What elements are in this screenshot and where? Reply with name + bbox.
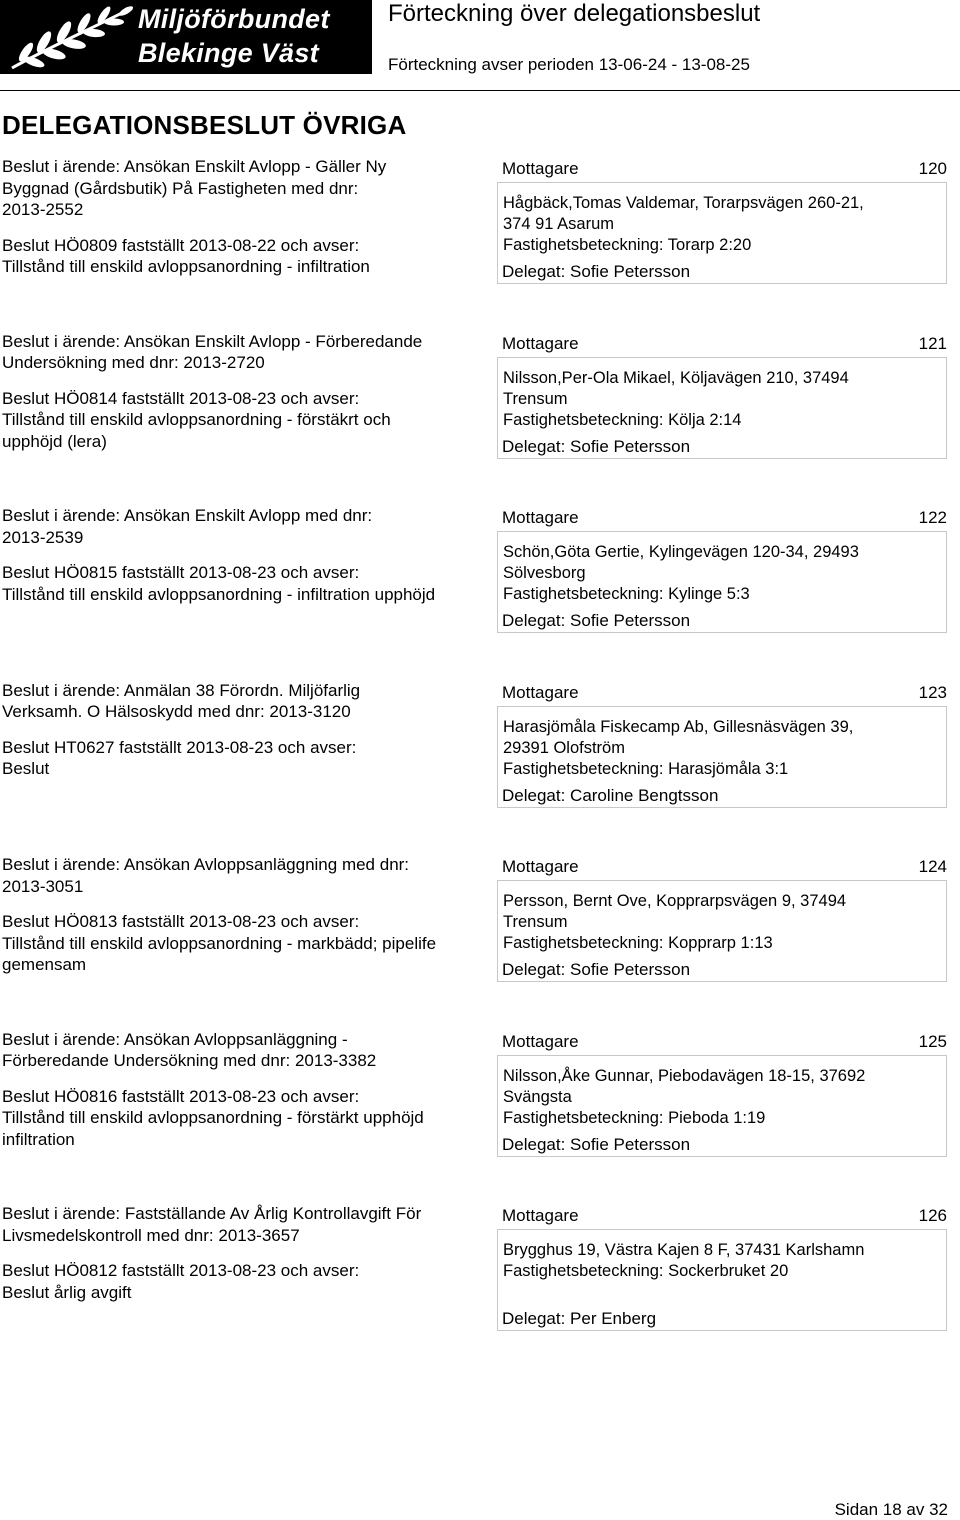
case-line: Verksamh. O Hälsoskydd med dnr: 2013-3120 — [2, 702, 351, 721]
case-description — [2, 854, 482, 976]
case-line: Förberedande Undersökning med dnr: 2013-3382 — [2, 1051, 377, 1070]
recipient-line: Trensum — [503, 913, 568, 931]
entry-number: 125 — [918, 1031, 947, 1051]
spacer — [2, 548, 482, 562]
recipient-section — [497, 854, 949, 979]
delegate-name: Delegat: Sofie Petersson — [502, 436, 691, 456]
case-description — [2, 1029, 482, 1151]
decision-line: Beslut HÖ0812 fastställt 2013-08-23 och avser: — [2, 1261, 360, 1280]
recipient-line: 374 91 Asarum — [503, 215, 614, 233]
decision-entry — [0, 505, 960, 680]
leaf-branch-logo-icon — [4, 2, 136, 74]
entry-number: 121 — [918, 333, 947, 353]
recipient-section — [497, 1029, 949, 1154]
case-line: Livsmedelskontroll med dnr: 2013-3657 — [2, 1225, 300, 1245]
property-designation: Fastighetsbeteckning: Kylinge 5:3 — [503, 585, 750, 603]
recipient-label: Mottagare — [502, 333, 579, 353]
recipient-label: Mottagare — [502, 1031, 579, 1051]
case-line: 2013-3051 — [2, 876, 84, 896]
page-number: Sidan 18 av 32 — [834, 1500, 948, 1519]
decision-entry — [0, 156, 960, 331]
recipient-address — [503, 891, 933, 933]
case-line: Undersökning med dnr: 2013-2720 — [2, 353, 265, 372]
case-description — [2, 505, 482, 605]
entry-number: 122 — [918, 508, 947, 527]
recipient-label: Mottagare — [502, 508, 579, 527]
spacer — [2, 723, 482, 737]
recipient-header — [497, 1203, 949, 1229]
spacer — [2, 1246, 482, 1260]
case-line: Beslut i ärende: Fastställande Av Årlig Kontrollavgift För — [2, 1204, 422, 1223]
case-description — [2, 680, 482, 780]
recipient-label: Mottagare — [502, 159, 579, 178]
recipient-address — [503, 368, 933, 410]
decision-line: Beslut HÖ0816 fastställt 2013-08-23 och avser: — [2, 1086, 360, 1106]
case-line: Beslut i ärende: Ansökan Avloppsanläggning med dnr: — [2, 855, 410, 874]
decision-entry — [0, 1029, 960, 1204]
case-line: 2013-2539 — [2, 527, 84, 547]
spacer — [2, 1072, 482, 1086]
spacer — [2, 897, 482, 911]
decision-line: Beslut HÖ0809 fastställt 2013-08-22 och avser: — [2, 235, 360, 255]
recipient-header — [497, 1029, 949, 1055]
recipient-line: Harasjömåla Fiskecamp Ab, Gillesnäsvägen 39, — [503, 717, 854, 736]
delegate-name: Delegat: Sofie Petersson — [502, 1134, 691, 1154]
recipient-label: Mottagare — [502, 682, 579, 702]
decision-line: Tillstånd till enskild avloppsanordning - infiltration upphöjd — [2, 584, 436, 604]
case-line: 2013-2552 — [2, 200, 84, 219]
decision-line: Beslut — [2, 759, 50, 778]
delegate-name: Delegat: Sofie Petersson — [502, 960, 691, 979]
recipient-header — [497, 331, 949, 357]
document-title: Förteckning över delegationsbeslut — [388, 0, 761, 27]
decision-line: Beslut HÖ0815 fastställt 2013-08-23 och avser: — [2, 563, 360, 582]
section-title: DELEGATIONSBESLUT ÖVRIGA — [2, 110, 407, 140]
property-designation: Fastighetsbeteckning: Sockerbruket 20 — [503, 1262, 789, 1280]
recipient-section — [497, 331, 949, 456]
decision-line: Tillstånd till enskild avloppsanordning - förstäkrt och — [2, 410, 391, 429]
organization-logo — [0, 0, 372, 74]
recipient-address — [503, 1240, 933, 1261]
decision-line: Tillstånd till enskild avloppsanordning - infiltration — [2, 257, 370, 276]
delegate-name: Delegat: Caroline Bengtsson — [502, 785, 719, 805]
case-description — [2, 156, 482, 278]
recipient-line: Sölvesborg — [503, 564, 586, 582]
case-line: Beslut i ärende: Ansökan Avloppsanläggning - — [2, 1029, 348, 1049]
decision-line: Tillstånd till enskild avloppsanordning - förstärkt upphöjd — [2, 1108, 424, 1127]
decision-entry — [0, 854, 960, 1029]
entry-number: 123 — [918, 682, 947, 702]
decision-line: Beslut HT0627 fastställt 2013-08-23 och avser: — [2, 737, 357, 757]
recipient-line: Schön,Göta Gertie, Kylingevägen 120-34, 29493 — [503, 543, 859, 561]
property-designation: Fastighetsbeteckning: Kölja 2:14 — [503, 410, 742, 429]
case-line: Beslut i ärende: Ansökan Enskilt Avlopp - Förberedande — [2, 331, 423, 351]
case-line: Beslut i ärende: Ansökan Enskilt Avlopp med dnr: — [2, 506, 373, 525]
recipient-line: Brygghus 19, Västra Kajen 8 F, 37431 Karlshamn — [503, 1241, 865, 1259]
recipient-line: Nilsson,Per-Ola Mikael, Köljavägen 210, 37494 — [503, 368, 849, 387]
decision-line: infiltration — [2, 1129, 75, 1149]
document-period: Förteckning avser perioden 13-06-24 - 13-08-25 — [388, 55, 750, 74]
decision-entry — [0, 1203, 960, 1378]
decision-line: Beslut årlig avgift — [2, 1282, 132, 1302]
property-designation: Fastighetsbeteckning: Harasjömåla 3:1 — [503, 759, 789, 778]
recipient-header — [497, 854, 949, 880]
recipient-line: Svängsta — [503, 1087, 572, 1106]
organization-name-line2: Blekinge Väst — [138, 38, 319, 68]
case-line: Byggnad (Gårdsbutik) På Fastigheten med dnr: — [2, 178, 359, 198]
recipient-line: 29391 Olofström — [503, 738, 625, 757]
entry-number: 124 — [918, 857, 947, 876]
decision-line: gemensam — [2, 955, 87, 974]
recipient-section — [497, 156, 949, 281]
delegate-name: Delegat: Sofie Petersson — [502, 262, 691, 281]
case-line: Beslut i ärende: Ansökan Enskilt Avlopp - Gäller Ny — [2, 157, 387, 176]
recipient-address — [503, 717, 933, 759]
recipient-section — [497, 1203, 949, 1328]
recipient-header — [497, 156, 949, 182]
recipient-address — [503, 542, 933, 584]
delegate-name: Delegat: Per Enberg — [502, 1309, 657, 1328]
spacer — [2, 374, 482, 388]
entry-number: 120 — [918, 159, 947, 178]
decision-line: upphöjd (lera) — [2, 431, 107, 451]
property-designation: Fastighetsbeteckning: Kopprarp 1:13 — [503, 934, 773, 952]
recipient-section — [497, 505, 949, 630]
recipient-header — [497, 680, 949, 706]
case-description — [2, 331, 482, 453]
recipient-line: Trensum — [503, 389, 568, 408]
case-line: Beslut i ärende: Anmälan 38 Förordn. Miljöfarlig — [2, 680, 361, 700]
case-description — [2, 1203, 482, 1303]
decision-list — [0, 156, 960, 1378]
decision-line: Beslut HÖ0814 fastställt 2013-08-23 och avser: — [2, 388, 360, 408]
page-header — [0, 0, 960, 92]
recipient-line: Nilsson,Åke Gunnar, Piebodavägen 18-15, 37692 — [503, 1066, 866, 1085]
recipient-section — [497, 680, 949, 805]
decision-line: Beslut HÖ0813 fastställt 2013-08-23 och avser: — [2, 912, 360, 931]
recipient-label: Mottagare — [502, 857, 579, 876]
recipient-line: Hågbäck,Tomas Valdemar, Torarpsvägen 260-21, — [503, 194, 864, 212]
decision-entry — [0, 331, 960, 506]
property-designation: Fastighetsbeteckning: Pieboda 1:19 — [503, 1108, 766, 1127]
spacer — [2, 221, 482, 235]
recipient-line: Persson, Bernt Ove, Kopprarpsvägen 9, 37494 — [503, 892, 847, 910]
decision-line: Tillstånd till enskild avloppsanordning - markbädd; pipelife — [2, 933, 437, 953]
recipient-address — [503, 1066, 933, 1108]
recipient-address — [503, 193, 933, 235]
property-designation: Fastighetsbeteckning: Torarp 2:20 — [503, 236, 752, 254]
recipient-label: Mottagare — [502, 1206, 579, 1225]
recipient-header — [497, 505, 949, 531]
organization-name-line1: Miljöförbundet — [138, 4, 330, 34]
delegate-name: Delegat: Sofie Petersson — [502, 611, 691, 630]
decision-entry — [0, 680, 960, 855]
entry-number: 126 — [918, 1206, 947, 1225]
header-divider — [0, 90, 960, 91]
